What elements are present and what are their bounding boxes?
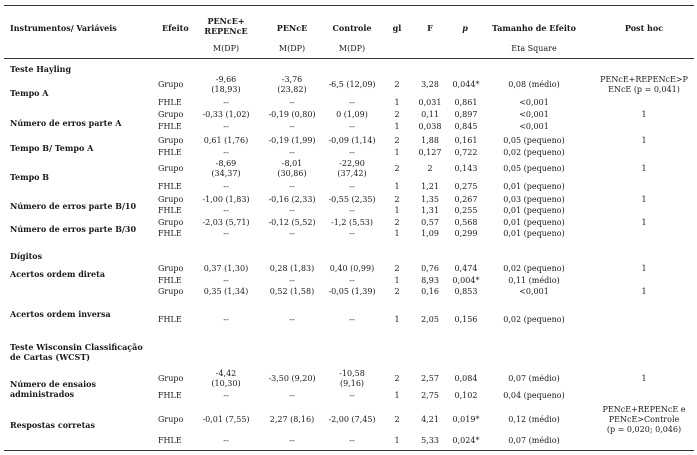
cell-pe: 0,28 (1,83) xyxy=(269,264,315,273)
cell-gl: 1 xyxy=(394,229,400,238)
cell-te: 0,05 (pequeno) xyxy=(503,164,565,173)
cell-te: 0,02 (pequeno) xyxy=(503,264,565,273)
results-table xyxy=(4,0,694,455)
cell-f: 0,031 xyxy=(418,98,442,107)
cell-co: -- xyxy=(349,315,355,324)
variable-tempo-a: Tempo A xyxy=(10,88,49,98)
cell-efeito: FHLE xyxy=(158,122,182,131)
cell-pe: -0,19 (1,99) xyxy=(268,136,316,145)
cell-gl: 2 xyxy=(394,195,400,204)
cell-efeito: FHLE xyxy=(158,148,182,157)
cell-p: 0,853 xyxy=(454,287,478,296)
cell-co: 0 (1,09) xyxy=(336,110,368,119)
cell-f: 1,09 xyxy=(421,229,439,238)
cell-gl: 1 xyxy=(394,391,400,400)
cell-f: 2 xyxy=(427,164,433,173)
cell-efeito: FHLE xyxy=(158,182,182,191)
cell-efeito: FHLE xyxy=(158,315,182,324)
cell-te: 0,01 (pequeno) xyxy=(503,229,565,238)
cell-pe: -- xyxy=(289,122,295,131)
cell-te: 0,01 (pequeno) xyxy=(503,218,565,227)
cell-pe: -8,01 (30,86) xyxy=(277,159,307,178)
cell-co: -- xyxy=(349,276,355,285)
cell-gl: 1 xyxy=(394,122,400,131)
cell-p: 0,275 xyxy=(454,182,478,191)
header-instrumentos: Instrumentos/ Variáveis xyxy=(10,23,117,33)
header-tamanho: Tamanho de Efeito xyxy=(492,23,576,33)
cell-te: <0,001 xyxy=(519,110,549,119)
variable-tempo-b-a: Tempo B/ Tempo A xyxy=(10,143,94,153)
header-pence-repence: PENcE+ REPENcE xyxy=(204,16,248,36)
cell-pe: -- xyxy=(289,276,295,285)
cell-ph: 1 xyxy=(641,164,647,173)
cell-te: <0,001 xyxy=(519,122,549,131)
cell-f: 0,16 xyxy=(421,287,439,296)
cell-pe: -- xyxy=(289,206,295,215)
cell-te: 0,11 (médio) xyxy=(508,276,560,285)
cell-p: 0,102 xyxy=(454,391,478,400)
header-f: F xyxy=(427,23,433,33)
cell-pr: -- xyxy=(223,276,229,285)
cell-p: 0,845 xyxy=(454,122,478,131)
cell-pr: -8,69 (34,37) xyxy=(211,159,241,178)
cell-co: -- xyxy=(349,98,355,107)
cell-co: -10,58 (9,16) xyxy=(339,369,365,388)
cell-efeito: Grupo xyxy=(158,164,184,173)
cell-pr: -- xyxy=(223,391,229,400)
cell-pe: -- xyxy=(289,391,295,400)
cell-te: 0,12 (médio) xyxy=(508,415,560,424)
cell-gl: 2 xyxy=(394,110,400,119)
cell-p: 0,024* xyxy=(452,436,480,445)
header-mdp-pence: M(DP) xyxy=(278,44,306,53)
cell-te: 0,03 (pequeno) xyxy=(503,195,565,204)
cell-te: 0,01 (pequeno) xyxy=(503,206,565,215)
variable-erros-b10: Número de erros parte B/10 xyxy=(10,201,137,211)
cell-efeito: Grupo xyxy=(158,287,184,296)
cell-pr: -- xyxy=(223,206,229,215)
cell-co: -- xyxy=(349,122,355,131)
variable-respostas: Respostas corretas xyxy=(10,420,95,430)
section-hayling: Teste Hayling xyxy=(10,64,72,74)
cell-pe: -0,19 (0,80) xyxy=(268,110,316,119)
cell-efeito: FHLE xyxy=(158,276,182,285)
cell-pe: -3,76 (23,82) xyxy=(277,75,307,94)
cell-pr: -2,03 (5,71) xyxy=(202,218,250,227)
cell-f: 1,21 xyxy=(421,182,439,191)
cell-f: 0,76 xyxy=(421,264,439,273)
cell-efeito: Grupo xyxy=(158,374,184,383)
cell-pe: -- xyxy=(289,315,295,324)
cell-gl: 2 xyxy=(394,164,400,173)
header-rule xyxy=(4,58,694,59)
cell-co: -2,00 (7,45) xyxy=(328,415,376,424)
cell-p: 0,568 xyxy=(454,218,478,227)
cell-te: 0,02 (pequeno) xyxy=(503,148,565,157)
cell-f: 4,21 xyxy=(421,415,439,424)
cell-gl: 1 xyxy=(394,182,400,191)
bottom-rule xyxy=(4,450,694,451)
cell-p: 0,143 xyxy=(454,164,478,173)
cell-f: 1,35 xyxy=(421,195,439,204)
cell-te: 0,08 (médio) xyxy=(508,80,560,89)
cell-pe: -0,12 (5,52) xyxy=(268,218,316,227)
variable-ensaios: Número de ensaios administrados xyxy=(10,379,96,399)
cell-pr: -9,66 (18,93) xyxy=(211,75,241,94)
top-rule xyxy=(4,5,694,6)
cell-te: 0,05 (pequeno) xyxy=(503,136,565,145)
section-digitos: Dígitos xyxy=(10,251,43,261)
cell-gl: 1 xyxy=(394,436,400,445)
cell-pr: 0,37 (1,30) xyxy=(203,264,249,273)
cell-efeito: FHLE xyxy=(158,391,182,400)
cell-f: 3,28 xyxy=(421,80,439,89)
cell-pe: -- xyxy=(289,436,295,445)
section-wcst: Teste Wisconsin Classificação de Cartas (WCST) xyxy=(10,342,143,362)
cell-f: 2,05 xyxy=(421,315,439,324)
variable-ordem-direta: Acertos ordem direta xyxy=(10,269,106,279)
cell-efeito: FHLE xyxy=(158,436,182,445)
cell-pr: 0,35 (1,34) xyxy=(203,287,249,296)
cell-pe: -0,16 (2,33) xyxy=(268,195,316,204)
cell-gl: 2 xyxy=(394,264,400,273)
cell-pr: -- xyxy=(223,229,229,238)
header-gl: gl xyxy=(392,23,402,33)
cell-gl: 2 xyxy=(394,415,400,424)
cell-efeito: FHLE xyxy=(158,98,182,107)
cell-ph: 1 xyxy=(641,287,647,296)
cell-ph: 1 xyxy=(641,218,647,227)
cell-co: -0,55 (2,35) xyxy=(328,195,376,204)
cell-efeito: Grupo xyxy=(158,218,184,227)
variable-erros-b30: Número de erros parte B/30 xyxy=(10,224,137,234)
cell-pe: -3,50 (9,20) xyxy=(268,374,316,383)
cell-te: 0,02 (pequeno) xyxy=(503,315,565,324)
cell-te: 0,07 (médio) xyxy=(508,436,560,445)
cell-p: 0,019* xyxy=(452,415,480,424)
cell-p: 0,897 xyxy=(454,110,478,119)
cell-gl: 1 xyxy=(394,276,400,285)
cell-p: 0,267 xyxy=(454,195,478,204)
cell-f: 0,11 xyxy=(421,110,439,119)
cell-p: 0,474 xyxy=(454,264,478,273)
cell-gl: 1 xyxy=(394,315,400,324)
cell-f: 8,93 xyxy=(421,276,439,285)
cell-p: 0,722 xyxy=(454,148,478,157)
cell-efeito: Grupo xyxy=(158,136,184,145)
header-pence: PENcE xyxy=(276,23,308,33)
header-efeito: Efeito xyxy=(162,23,189,33)
cell-p: 0,044* xyxy=(452,80,480,89)
cell-co: -- xyxy=(349,391,355,400)
cell-f: 5,33 xyxy=(421,436,439,445)
cell-pe: -- xyxy=(289,182,295,191)
cell-efeito: FHLE xyxy=(158,229,182,238)
cell-efeito: Grupo xyxy=(158,80,184,89)
cell-pr: -- xyxy=(223,148,229,157)
cell-pe: -- xyxy=(289,148,295,157)
variable-ordem-inversa: Acertos ordem inversa xyxy=(10,309,111,319)
cell-co: -1,2 (5,53) xyxy=(330,218,374,227)
cell-efeito: Grupo xyxy=(158,110,184,119)
cell-p: 0,004* xyxy=(452,276,480,285)
cell-gl: 2 xyxy=(394,374,400,383)
cell-ph: 1 xyxy=(641,195,647,204)
cell-gl: 1 xyxy=(394,98,400,107)
cell-co: -0,09 (1,14) xyxy=(328,136,376,145)
cell-pe: 2,27 (8,16) xyxy=(269,415,315,424)
cell-pe: -- xyxy=(289,98,295,107)
cell-f: 2,57 xyxy=(421,374,439,383)
cell-f: 1,88 xyxy=(421,136,439,145)
cell-p: 0,861 xyxy=(454,98,478,107)
cell-f: 0,57 xyxy=(421,218,439,227)
header-p: p xyxy=(462,23,468,33)
cell-co: 0,40 (0,99) xyxy=(329,264,375,273)
cell-pe: -- xyxy=(289,229,295,238)
cell-co: -22,90 (37,42) xyxy=(337,159,367,178)
cell-pr: -- xyxy=(223,182,229,191)
header-eta-square: Eta Square xyxy=(511,44,557,53)
header-mdp-pence-repence: M(DP) xyxy=(212,44,240,53)
cell-f: 0,038 xyxy=(418,122,442,131)
cell-pr: -- xyxy=(223,122,229,131)
variable-erros-a: Número de erros parte A xyxy=(10,118,122,128)
cell-ph: PENcE+REPENcE>P ENcE (p = 0,041) xyxy=(600,75,688,94)
cell-pr: -- xyxy=(223,315,229,324)
cell-p: 0,255 xyxy=(454,206,478,215)
cell-ph: 1 xyxy=(641,110,647,119)
cell-pr: -- xyxy=(223,436,229,445)
header-posthoc: Post hoc xyxy=(624,23,664,33)
cell-gl: 2 xyxy=(394,287,400,296)
cell-co: -- xyxy=(349,436,355,445)
cell-te: <0,001 xyxy=(519,287,549,296)
cell-gl: 1 xyxy=(394,148,400,157)
cell-f: 1,31 xyxy=(421,206,439,215)
cell-p: 0,084 xyxy=(454,374,478,383)
cell-te: 0,01 (pequeno) xyxy=(503,182,565,191)
cell-p: 0,299 xyxy=(454,229,478,238)
cell-pr: -- xyxy=(223,98,229,107)
cell-gl: 2 xyxy=(394,80,400,89)
cell-pr: 0,61 (1,76) xyxy=(203,136,249,145)
cell-te: 0,07 (médio) xyxy=(508,374,560,383)
cell-pr: -0,01 (7,55) xyxy=(202,415,250,424)
cell-co: -- xyxy=(349,182,355,191)
cell-p: 0,161 xyxy=(454,136,478,145)
header-mdp-controle: M(DP) xyxy=(338,44,366,53)
cell-f: 2,75 xyxy=(421,391,439,400)
cell-co: -- xyxy=(349,148,355,157)
cell-gl: 2 xyxy=(394,136,400,145)
cell-te: 0,04 (pequeno) xyxy=(503,391,565,400)
cell-ph: 1 xyxy=(641,136,647,145)
cell-co: -- xyxy=(349,206,355,215)
cell-te: <0,001 xyxy=(519,98,549,107)
cell-pr: -1,00 (1,83) xyxy=(202,195,250,204)
header-controle: Controle xyxy=(332,23,372,33)
cell-efeito: Grupo xyxy=(158,415,184,424)
cell-pr: -0,33 (1,02) xyxy=(202,110,250,119)
cell-ph: 1 xyxy=(641,374,647,383)
cell-gl: 1 xyxy=(394,206,400,215)
cell-pr: -4,42 (10,30) xyxy=(211,369,241,388)
cell-efeito: FHLE xyxy=(158,206,182,215)
cell-co: -0,05 (1,39) xyxy=(328,287,376,296)
cell-efeito: Grupo xyxy=(158,195,184,204)
cell-p: 0,156 xyxy=(454,315,478,324)
cell-co: -6,5 (12,09) xyxy=(328,80,376,89)
cell-ph: 1 xyxy=(641,264,647,273)
cell-efeito: Grupo xyxy=(158,264,184,273)
variable-tempo-b: Tempo B xyxy=(10,172,50,182)
cell-ph: PENcE+REPENcE e PENcE>Controle (p = 0,020; 0,046) xyxy=(602,405,686,434)
cell-gl: 2 xyxy=(394,218,400,227)
cell-f: 0,127 xyxy=(418,148,442,157)
cell-pe: 0,52 (1,58) xyxy=(269,287,315,296)
cell-co: -- xyxy=(349,229,355,238)
